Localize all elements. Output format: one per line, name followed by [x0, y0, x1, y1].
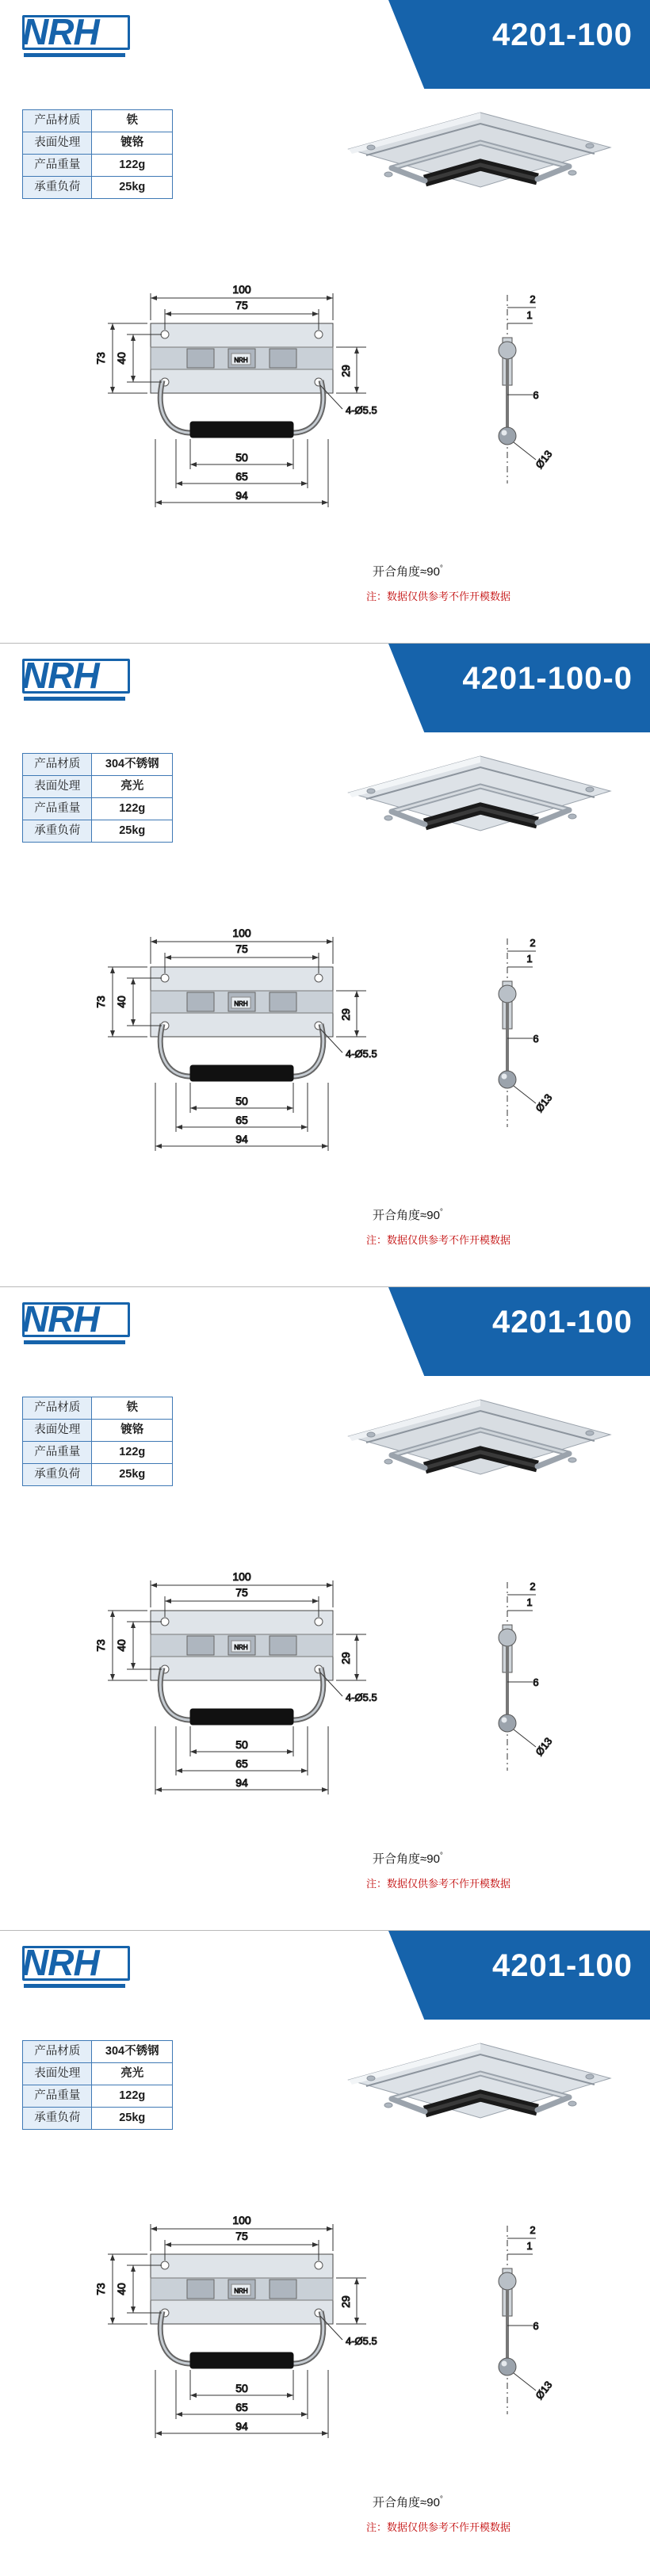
spec-label: 承重负荷 — [23, 1464, 92, 1486]
spec-table — [22, 1397, 173, 1486]
svg-text:73: 73 — [94, 1639, 107, 1652]
spec-value: 镀铬 — [92, 1420, 173, 1442]
technical-drawing — [0, 905, 650, 1266]
spec-value: 25kg — [92, 2108, 173, 2130]
svg-text:94: 94 — [235, 2420, 248, 2433]
svg-text:40: 40 — [115, 1639, 128, 1652]
spec-table — [22, 109, 173, 199]
spec-label: 产品材质 — [23, 754, 92, 776]
svg-text:73: 73 — [94, 996, 107, 1008]
svg-text:94: 94 — [235, 1133, 248, 1145]
svg-text:73: 73 — [94, 2283, 107, 2295]
svg-text:75: 75 — [235, 942, 248, 955]
product-photo — [317, 737, 634, 870]
product-panel — [0, 644, 650, 1287]
svg-text:65: 65 — [235, 2401, 248, 2414]
table-row — [23, 1442, 173, 1464]
spec-value: 122g — [92, 2085, 173, 2108]
table-row — [23, 2108, 173, 2130]
spec-value: 122g — [92, 155, 173, 177]
svg-text:1: 1 — [526, 1596, 533, 1608]
open-angle-text: 开合角度≈90° — [373, 1852, 443, 1866]
product-code: 4201-100-0 — [462, 661, 633, 696]
disclaimer-note: 注：数据仅供参考不作开模数据 — [366, 1234, 511, 1246]
svg-text:1: 1 — [526, 2240, 533, 2252]
spec-label: 产品材质 — [23, 1397, 92, 1420]
svg-text:NRH: NRH — [234, 2287, 248, 2295]
svg-text:40: 40 — [115, 996, 128, 1008]
svg-text:100: 100 — [232, 927, 251, 939]
spec-label: 表面处理 — [23, 2063, 92, 2085]
svg-text:2: 2 — [530, 937, 536, 949]
spec-label: 承重负荷 — [23, 177, 92, 199]
spec-value: 122g — [92, 798, 173, 820]
spec-label: 表面处理 — [23, 1420, 92, 1442]
product-panel — [0, 1287, 650, 1931]
svg-text:75: 75 — [235, 1586, 248, 1599]
product-photo — [317, 2024, 634, 2157]
svg-text:65: 65 — [235, 1757, 248, 1770]
technical-drawing — [0, 1549, 650, 1909]
svg-text:NRH: NRH — [234, 357, 248, 364]
svg-text:75: 75 — [235, 2230, 248, 2242]
logo-text: NRH — [22, 11, 99, 52]
table-row — [23, 110, 173, 132]
svg-text:4-Ø5.5: 4-Ø5.5 — [346, 2335, 377, 2347]
logo-underline — [24, 1340, 125, 1344]
svg-text:2: 2 — [530, 2224, 536, 2236]
brand-logo — [22, 13, 135, 58]
svg-text:50: 50 — [235, 1095, 248, 1107]
table-row — [23, 754, 173, 776]
brand-logo — [22, 1944, 135, 1989]
table-row — [23, 776, 173, 798]
svg-text:29: 29 — [339, 2295, 352, 2308]
table-row — [23, 177, 173, 199]
table-row — [23, 1464, 173, 1486]
svg-text:40: 40 — [115, 2283, 128, 2295]
spec-value: 亮光 — [92, 2063, 173, 2085]
spec-label: 表面处理 — [23, 132, 92, 155]
spec-label: 产品重量 — [23, 1442, 92, 1464]
logo-text: NRH — [22, 1942, 99, 1983]
svg-text:6: 6 — [533, 1676, 539, 1688]
svg-text:75: 75 — [235, 299, 248, 311]
svg-text:2: 2 — [530, 1580, 536, 1592]
table-row — [23, 155, 173, 177]
spec-label: 承重负荷 — [23, 820, 92, 843]
table-row — [23, 1420, 173, 1442]
table-row — [23, 2041, 173, 2063]
logo-underline — [24, 1984, 125, 1988]
open-angle-text: 开合角度≈90° — [373, 2495, 443, 2509]
spec-value: 25kg — [92, 177, 173, 199]
open-angle-text: 开合角度≈90° — [373, 564, 443, 579]
svg-text:100: 100 — [232, 283, 251, 296]
svg-text:4-Ø5.5: 4-Ø5.5 — [346, 404, 377, 416]
product-code: 4201-100 — [491, 1948, 633, 1983]
panel-header — [0, 0, 650, 89]
svg-text:1: 1 — [526, 953, 533, 965]
table-row — [23, 2063, 173, 2085]
spec-value: 铁 — [92, 1397, 173, 1420]
spec-label: 承重负荷 — [23, 2108, 92, 2130]
svg-text:100: 100 — [232, 1570, 251, 1583]
svg-text:50: 50 — [235, 1738, 248, 1751]
table-row — [23, 798, 173, 820]
spec-value: 25kg — [92, 820, 173, 843]
spec-label: 产品重量 — [23, 798, 92, 820]
svg-text:Ø13: Ø13 — [533, 448, 555, 471]
svg-text:29: 29 — [339, 1652, 352, 1664]
svg-text:29: 29 — [339, 1008, 352, 1021]
svg-text:Ø13: Ø13 — [533, 2379, 555, 2402]
svg-text:73: 73 — [94, 352, 107, 365]
svg-text:94: 94 — [235, 489, 248, 502]
spec-label: 表面处理 — [23, 776, 92, 798]
panel-header — [0, 1931, 650, 2020]
svg-text:50: 50 — [235, 451, 248, 464]
svg-text:4-Ø5.5: 4-Ø5.5 — [346, 1691, 377, 1703]
spec-value: 122g — [92, 1442, 173, 1464]
spec-value: 304不锈钢 — [92, 2041, 173, 2063]
logo-text: NRH — [22, 655, 99, 696]
spec-value: 304不锈钢 — [92, 754, 173, 776]
svg-text:6: 6 — [533, 389, 539, 401]
spec-label: 产品重量 — [23, 155, 92, 177]
product-code: 4201-100 — [491, 17, 633, 52]
panel-header — [0, 1287, 650, 1376]
svg-text:65: 65 — [235, 1114, 248, 1126]
spec-table — [22, 753, 173, 843]
spec-value: 25kg — [92, 1464, 173, 1486]
logo-underline — [24, 53, 125, 57]
svg-text:1: 1 — [526, 309, 533, 321]
svg-text:6: 6 — [533, 1033, 539, 1045]
svg-text:65: 65 — [235, 470, 248, 483]
table-row — [23, 2085, 173, 2108]
table-row — [23, 1397, 173, 1420]
spec-label: 产品材质 — [23, 2041, 92, 2063]
spec-value: 镀铬 — [92, 132, 173, 155]
disclaimer-note: 注：数据仅供参考不作开模数据 — [366, 2521, 511, 2533]
table-row — [23, 820, 173, 843]
logo-underline — [24, 697, 125, 701]
svg-text:6: 6 — [533, 2320, 539, 2332]
svg-text:94: 94 — [235, 1776, 248, 1789]
product-photo — [317, 1381, 634, 1514]
panel-header — [0, 644, 650, 732]
spec-value: 亮光 — [92, 776, 173, 798]
svg-text:Ø13: Ø13 — [533, 1735, 555, 1758]
disclaimer-note: 注：数据仅供参考不作开模数据 — [366, 1878, 511, 1890]
brand-logo — [22, 1298, 135, 1345]
disclaimer-note: 注：数据仅供参考不作开模数据 — [366, 590, 511, 602]
svg-text:40: 40 — [115, 352, 128, 365]
product-panel — [0, 0, 650, 644]
spec-label: 产品重量 — [23, 2085, 92, 2108]
product-photo — [317, 94, 634, 227]
open-angle-text: 开合角度≈90° — [373, 1208, 443, 1222]
svg-text:100: 100 — [232, 2214, 251, 2226]
spec-value: 铁 — [92, 110, 173, 132]
svg-text:29: 29 — [339, 365, 352, 377]
spec-table — [22, 2040, 173, 2130]
product-code: 4201-100 — [491, 1305, 633, 1340]
table-row — [23, 132, 173, 155]
spec-label: 产品材质 — [23, 110, 92, 132]
svg-text:4-Ø5.5: 4-Ø5.5 — [346, 1048, 377, 1060]
svg-text:Ø13: Ø13 — [533, 1091, 555, 1114]
svg-text:NRH: NRH — [234, 1000, 248, 1007]
technical-drawing — [0, 262, 650, 622]
svg-text:NRH: NRH — [234, 1644, 248, 1651]
svg-text:2: 2 — [530, 293, 536, 305]
svg-text:50: 50 — [235, 2382, 248, 2394]
logo-text: NRH — [22, 1298, 99, 1340]
product-panel — [0, 1931, 650, 2576]
technical-drawing — [0, 2192, 650, 2553]
brand-logo — [22, 657, 135, 701]
